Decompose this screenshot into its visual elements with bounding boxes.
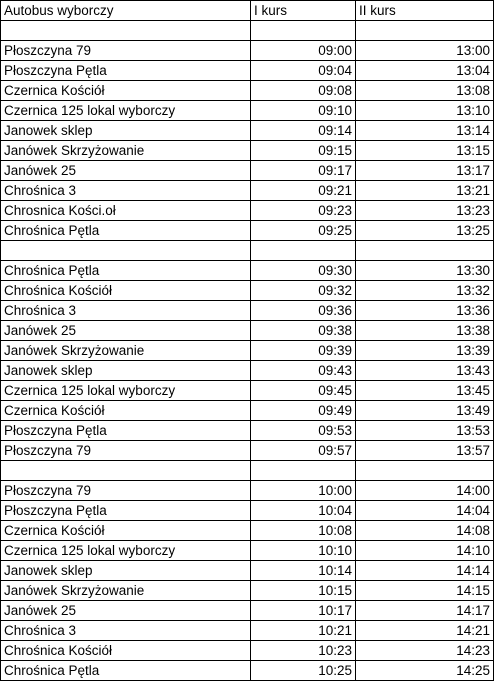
run-1-time-cell[interactable]: 09:45 <box>251 381 356 401</box>
table-row <box>1 561 494 581</box>
run-1-time-cell[interactable]: 09:49 <box>251 401 356 421</box>
run-1-time-cell[interactable]: 10:21 <box>251 621 356 641</box>
run-2-time-cell[interactable]: 13:30 <box>356 261 494 281</box>
run-2-time-cell[interactable]: 13:00 <box>356 41 494 61</box>
run-1-time-cell[interactable]: 09:00 <box>251 41 356 61</box>
table-row <box>1 621 494 641</box>
table-row <box>1 361 494 381</box>
stop-cell[interactable]: Płoszczyna Pętla <box>1 421 251 441</box>
run-1-time-cell[interactable] <box>251 241 356 261</box>
run-2-time-cell[interactable]: 14:00 <box>356 481 494 501</box>
table-row <box>1 641 494 661</box>
run-2-time-cell[interactable]: 13:32 <box>356 281 494 301</box>
run-1-time-cell[interactable]: 09:39 <box>251 341 356 361</box>
run-1-time-cell[interactable]: 10:00 <box>251 481 356 501</box>
run-1-time-cell[interactable]: 09:04 <box>251 61 356 81</box>
stop-cell[interactable]: Janowek sklep <box>1 561 251 581</box>
run-1-time-cell[interactable]: 10:25 <box>251 661 356 681</box>
stop-cell[interactable]: Chrośnica Pętla <box>1 261 251 281</box>
stop-cell[interactable]: Chrośnica Pętla <box>1 221 251 241</box>
run-2-time-cell[interactable]: 13:43 <box>356 361 494 381</box>
stop-cell[interactable]: Czernica Kościół <box>1 401 251 421</box>
run-1-time-cell[interactable]: 09:53 <box>251 421 356 441</box>
run-2-time-cell[interactable]: 13:25 <box>356 221 494 241</box>
table-row <box>1 521 494 541</box>
table-row <box>1 81 494 101</box>
table-row <box>1 661 494 681</box>
table-row <box>1 321 494 341</box>
table-row <box>1 601 494 621</box>
stop-cell[interactable]: Janówek Skrzyżowanie <box>1 141 251 161</box>
run-1-time-cell[interactable]: 09:23 <box>251 201 356 221</box>
table-row <box>1 581 494 601</box>
run-1-time-cell[interactable]: 10:23 <box>251 641 356 661</box>
run-2-time-cell[interactable]: 14:14 <box>356 561 494 581</box>
stop-cell[interactable]: Chrośnica 3 <box>1 181 251 201</box>
run-1-time-cell[interactable]: 09:36 <box>251 301 356 321</box>
run-1-time-cell[interactable]: 09:10 <box>251 101 356 121</box>
run-2-time-cell[interactable]: 14:10 <box>356 541 494 561</box>
run-1-time-cell[interactable]: 09:17 <box>251 161 356 181</box>
stop-cell[interactable]: Płoszczyna Pętla <box>1 501 251 521</box>
run-2-time-cell[interactable]: 13:49 <box>356 401 494 421</box>
table-row <box>1 461 494 481</box>
stop-cell[interactable]: Czernica 125 lokal wyborczy <box>1 101 251 121</box>
run-1-time-cell[interactable]: 10:17 <box>251 601 356 621</box>
run-2-time-cell[interactable]: 14:08 <box>356 521 494 541</box>
run-2-time-cell[interactable]: 13:36 <box>356 301 494 321</box>
run-1-time-cell[interactable] <box>251 21 356 41</box>
run-1-time-cell[interactable]: 09:30 <box>251 261 356 281</box>
table-row <box>1 221 494 241</box>
run-1-time-cell[interactable]: 09:43 <box>251 361 356 381</box>
run-1-time-cell[interactable]: 09:08 <box>251 81 356 101</box>
run-1-time-cell[interactable]: 09:15 <box>251 141 356 161</box>
table-row <box>1 421 494 441</box>
table-row <box>1 101 494 121</box>
stop-cell[interactable]: Janówek 25 <box>1 601 251 621</box>
stop-cell[interactable] <box>1 21 251 41</box>
run-1-time-cell[interactable]: 10:04 <box>251 501 356 521</box>
run-1-time-cell[interactable] <box>251 461 356 481</box>
table-row <box>1 341 494 361</box>
run-2-time-cell[interactable]: 13:45 <box>356 381 494 401</box>
stop-cell[interactable]: Janowek sklep <box>1 361 251 381</box>
stop-cell[interactable]: Chrośnica 3 <box>1 301 251 321</box>
run-2-time-cell[interactable]: 13:08 <box>356 81 494 101</box>
run-2-time-cell[interactable]: 14:15 <box>356 581 494 601</box>
run-1-time-cell[interactable]: 10:15 <box>251 581 356 601</box>
stop-cell[interactable]: Płoszczyna 79 <box>1 41 251 61</box>
table-row <box>1 261 494 281</box>
run-1-time-cell[interactable]: 09:38 <box>251 321 356 341</box>
run-2-time-cell[interactable]: 13:39 <box>356 341 494 361</box>
run-2-time-cell[interactable]: 13:57 <box>356 441 494 461</box>
stop-cell[interactable]: Chrośnica Pętla <box>1 661 251 681</box>
stop-cell[interactable]: Płoszczyna 79 <box>1 441 251 461</box>
run-2-time-cell[interactable] <box>356 21 494 41</box>
stop-cell[interactable]: Czernica 125 lokal wyborczy <box>1 541 251 561</box>
run-2-time-cell[interactable]: 13:10 <box>356 101 494 121</box>
table-row <box>1 241 494 261</box>
stop-cell[interactable]: Czernica Kościół <box>1 81 251 101</box>
run-2-time-cell[interactable]: 14:17 <box>356 601 494 621</box>
stop-cell[interactable]: Płoszczyna 79 <box>1 481 251 501</box>
run-2-time-cell[interactable]: 14:04 <box>356 501 494 521</box>
table-row <box>1 201 494 221</box>
stop-cell[interactable]: Janowek sklep <box>1 121 251 141</box>
run-1-time-cell[interactable]: 09:25 <box>251 221 356 241</box>
table-row <box>1 181 494 201</box>
stop-cell[interactable]: Janówek 25 <box>1 161 251 181</box>
run-2-time-cell[interactable] <box>356 461 494 481</box>
table-row <box>1 381 494 401</box>
run-2-time-cell[interactable]: 14:25 <box>356 661 494 681</box>
run-2-time-cell[interactable]: 13:15 <box>356 141 494 161</box>
run-2-time-cell[interactable]: 14:21 <box>356 621 494 641</box>
header-run-1[interactable]: I kurs <box>251 1 356 21</box>
run-2-time-cell[interactable]: 13:04 <box>356 61 494 81</box>
table-row <box>1 61 494 81</box>
run-1-time-cell[interactable]: 09:21 <box>251 181 356 201</box>
run-2-time-cell[interactable]: 13:23 <box>356 201 494 221</box>
stop-cell[interactable]: Czernica Kościół <box>1 521 251 541</box>
header-row <box>1 1 494 21</box>
run-1-time-cell[interactable]: 09:32 <box>251 281 356 301</box>
stop-cell[interactable]: Płoszczyna Pętla <box>1 61 251 81</box>
table-row <box>1 441 494 461</box>
stop-cell[interactable]: Janówek Skrzyżowanie <box>1 341 251 361</box>
table-row <box>1 481 494 501</box>
table-row <box>1 301 494 321</box>
table-row <box>1 161 494 181</box>
table-row <box>1 501 494 521</box>
table-row <box>1 541 494 561</box>
run-1-time-cell[interactable]: 09:14 <box>251 121 356 141</box>
stop-cell[interactable] <box>1 461 251 481</box>
run-2-time-cell[interactable] <box>356 241 494 261</box>
run-2-time-cell[interactable]: 13:21 <box>356 181 494 201</box>
run-2-time-cell[interactable]: 13:38 <box>356 321 494 341</box>
table-row <box>1 141 494 161</box>
stop-cell[interactable]: Janówek Skrzyżowanie <box>1 581 251 601</box>
run-2-time-cell[interactable]: 13:14 <box>356 121 494 141</box>
header-stop[interactable]: Autobus wyborczy <box>1 1 251 21</box>
stop-cell[interactable]: Janówek 25 <box>1 321 251 341</box>
stop-cell[interactable]: Chrosnica Kości.oł <box>1 201 251 221</box>
stop-cell[interactable]: Chrośnica Kościół <box>1 281 251 301</box>
header-run-2[interactable]: II kurs <box>356 1 494 21</box>
stop-cell[interactable]: Czernica 125 lokal wyborczy <box>1 381 251 401</box>
run-1-time-cell[interactable]: 10:10 <box>251 541 356 561</box>
run-2-time-cell[interactable]: 13:53 <box>356 421 494 441</box>
table-body <box>1 1 494 681</box>
run-1-time-cell[interactable]: 10:08 <box>251 521 356 541</box>
table-row <box>1 21 494 41</box>
table-row <box>1 41 494 61</box>
table-row <box>1 281 494 301</box>
stop-cell[interactable]: Chrośnica 3 <box>1 621 251 641</box>
table-row <box>1 401 494 421</box>
run-2-time-cell[interactable]: 13:17 <box>356 161 494 181</box>
stop-cell[interactable]: Chrośnica Kościół <box>1 641 251 661</box>
run-2-time-cell[interactable]: 14:23 <box>356 641 494 661</box>
run-1-time-cell[interactable]: 10:14 <box>251 561 356 581</box>
table-row <box>1 121 494 141</box>
stop-cell[interactable] <box>1 241 251 261</box>
run-1-time-cell[interactable]: 09:57 <box>251 441 356 461</box>
